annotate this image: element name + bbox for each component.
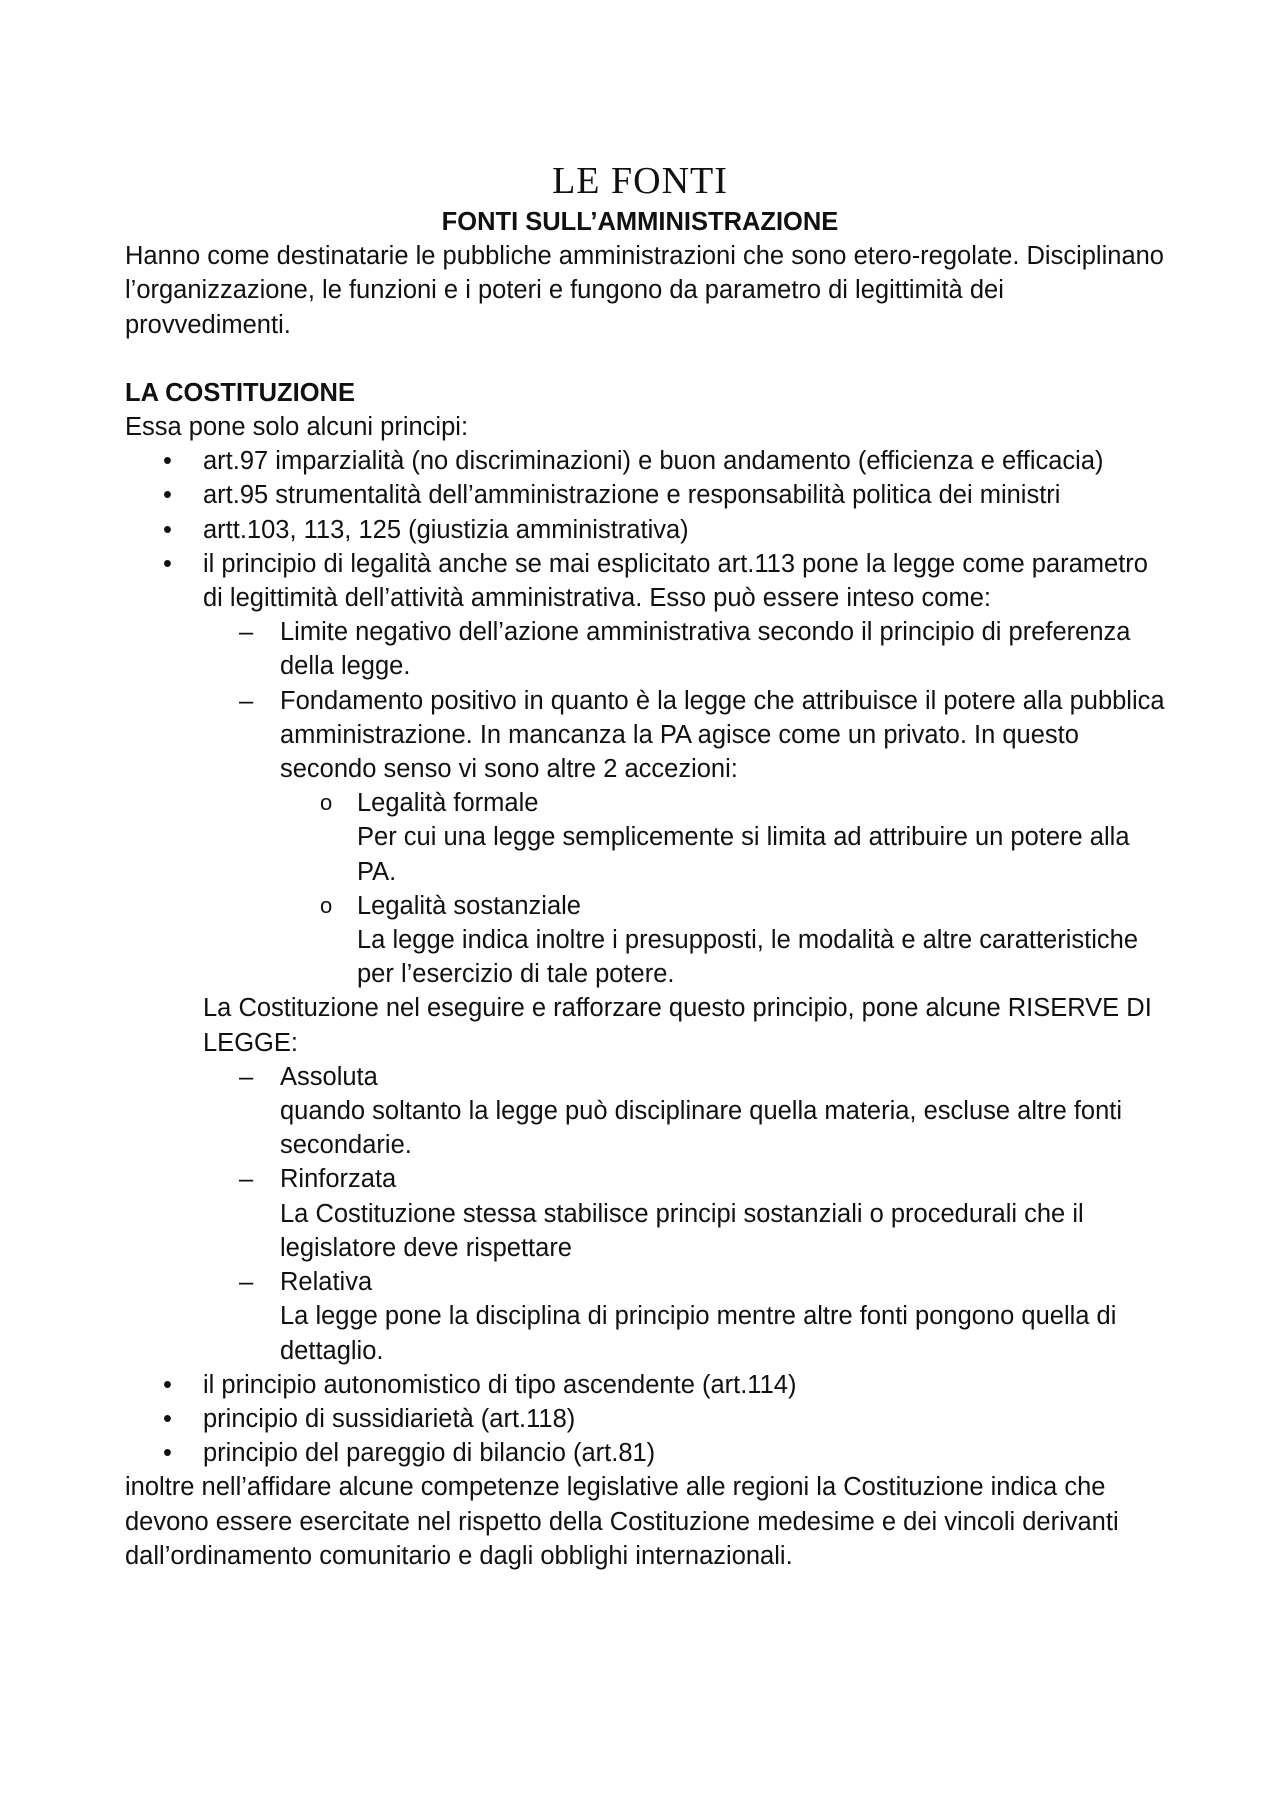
riserve-intro: La Costituzione nel eseguire e rafforzare questo principio, pone alcune RISERVE DI LEGGE: (203, 994, 1152, 1057)
list-item-text: principio di sussidiarietà (art.118) (203, 1404, 576, 1433)
list-item (125, 1436, 1170, 1470)
riserva-description: La Costituzione stessa stabilisce principi sostanziali o procedurali che il legislatore deve rispettare (280, 1199, 1084, 1262)
list-item-text: il principio di legalità anche se mai esplicitato art.113 pone la legge come parametro di legittimità dell’attività amministrativa. Esso può essere inteso come: (203, 549, 1148, 613)
section-subtitle: FONTI SULL’AMMINISTRAZIONE (441, 208, 839, 236)
nested-item-label: Legalità sostanziale (357, 891, 581, 920)
list-item (125, 444, 1170, 478)
sub-list-item (125, 684, 1170, 787)
riserva-label: Relativa (280, 1268, 373, 1297)
riserva-label: Rinforzata (280, 1165, 397, 1194)
list-item (125, 478, 1170, 512)
sub-list-item (125, 1265, 1170, 1299)
spacer (125, 342, 1170, 376)
circle-bullet-icon: o (320, 790, 333, 816)
list-item-text: il principio autonomistico di tipo ascendente (art.114) (203, 1370, 797, 1399)
list-item (125, 513, 1170, 547)
bullet-icon: • (163, 515, 172, 544)
nested-item-label: Legalità formale (357, 789, 539, 818)
sub-list-item (125, 1162, 1170, 1196)
dash-icon: – (239, 1268, 254, 1297)
sub-list-item (125, 1060, 1170, 1094)
bullet-icon: • (163, 1370, 172, 1399)
bullet-icon: • (163, 481, 172, 510)
list-item-text: artt.103, 113, 125 (giustizia amministrativa) (203, 515, 689, 544)
sub-list-item-text: Limite negativo dell’azione amministrativa secondo il principio di preferenza della legge. (280, 618, 1131, 681)
sub-list-item-text: Fondamento positivo in quanto è la legge che attribuisce il potere alla pubblica amministrazione. In mancanza la PA agisce come un privato. In questo secondo senso vi sono altre 2 accezioni: (280, 686, 1165, 784)
sub-list-item (125, 615, 1170, 683)
list-item (125, 1368, 1170, 1402)
conclusion-paragraph: inoltre nell’affidare alcune competenze legislative alle regioni la Costituzione indica che devono essere esercitate nel rispetto della Costituzione medesime e dei vincoli derivanti dall’ordinamento comunitario e dagli obblighi internazionali. (125, 1473, 1119, 1570)
dash-icon: – (239, 1062, 254, 1091)
list-item-text: principio del pareggio di bilancio (art.81) (203, 1439, 656, 1468)
dash-icon: – (239, 686, 254, 715)
nested-list-item (125, 889, 1170, 923)
section-intro: Essa pone solo alcuni principi: (125, 413, 469, 442)
bullet-icon: • (163, 549, 172, 578)
riserva-description: La legge pone la disciplina di principio mentre altre fonti pongono quella di dettaglio. (280, 1302, 1117, 1365)
circle-bullet-icon: o (320, 892, 333, 918)
bullet-icon: • (163, 1439, 172, 1468)
list-item-text: art.97 imparzialità (no discriminazioni) e buon andamento (efficienza e efficacia) (203, 447, 1104, 476)
document-body (125, 205, 1170, 1573)
section-heading: LA COSTITUZIONE (125, 378, 355, 407)
intro-paragraph: Hanno come destinatarie le pubbliche amministrazioni che sono etero-regolate. Disciplinano l’organizzazione, le funzioni e i poteri e fungono da parametro di legittimità dei provvedimenti. (125, 242, 1164, 339)
bullet-icon: • (163, 1404, 172, 1433)
riserva-label: Assoluta (280, 1062, 378, 1091)
nested-item-description: Per cui una legge semplicemente si limita ad attribuire un potere alla PA. (357, 823, 1130, 886)
page-title: LE FONTI (552, 160, 728, 202)
list-item-text: art.95 strumentalità dell’amministrazione e responsabilità politica dei ministri (203, 481, 1061, 510)
list-item (125, 547, 1170, 615)
list-item (125, 1402, 1170, 1436)
dash-icon: – (239, 618, 254, 647)
nested-list-item (125, 786, 1170, 820)
riserva-description: quando soltanto la legge può disciplinare quella materia, escluse altre fonti secondarie. (280, 1097, 1123, 1160)
dash-icon: – (239, 1165, 254, 1194)
bullet-icon: • (163, 447, 172, 476)
nested-item-description: La legge indica inoltre i presupposti, le modalità e altre caratteristiche per l’esercizio di tale potere. (357, 926, 1139, 989)
